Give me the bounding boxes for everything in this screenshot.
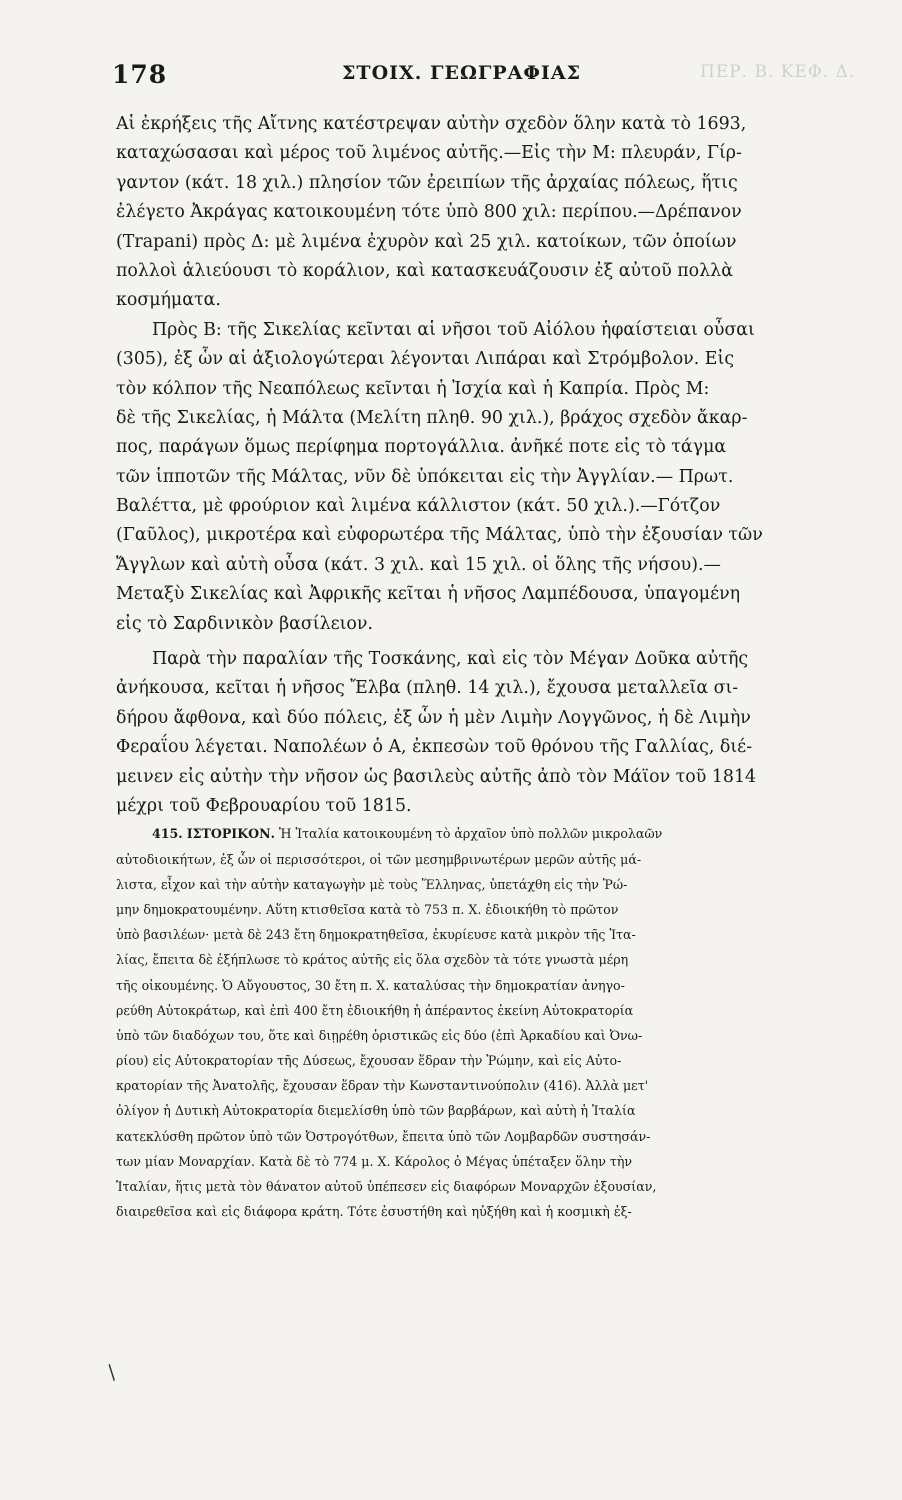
text-line: ἀνήκουσα, κεῖται ἡ νῆσος Ἔλβα (πληθ. 14 χιλ.), ἔχουσα μεταλλεῖα σι- bbox=[116, 678, 739, 699]
text-line: διαιρεθεῖσα καὶ εἰς διάφορα κράτη. Τότε ἐσυστήθη καὶ ηὐξήθη καὶ ἡ κοσμικὴ ἐξ- bbox=[116, 1204, 632, 1220]
text-line: ὑπὸ βασιλέων· μετὰ δὲ 243 ἔτη δημοκρατηθεῖσα, ἐκυρίευσε κατὰ μικρὸν τῆς Ἰτα- bbox=[116, 927, 636, 943]
paragraph-3 bbox=[116, 645, 802, 821]
text-line: κρατορίαν τῆς Ἀνατολῆς, ἔχουσαν ἕδραν τὴν Κωνσταντινούπολιν (416). Ἀλλὰ μετ' bbox=[116, 1078, 649, 1094]
text-line: γαντον (κάτ. 18 χιλ.) πλησίον τῶν ἐρειπίων τῆς ἀρχαίας πόλεως, ἥτις bbox=[116, 172, 738, 193]
text-line: λιστα, εἶχον καὶ τὴν αὐτὴν καταγωγὴν μὲ τοὺς Ἕλληνας, ὑπετάχθη εἰς τὴν Ῥώ- bbox=[116, 876, 628, 892]
text-line: ὑπὸ τῶν διαδόχων του, ὅτε καὶ διῃρέθη ὁριστικῶς εἰς δύο (ἐπὶ Ἀρκαδίου καὶ Ὀνω- bbox=[116, 1027, 643, 1043]
page-header bbox=[112, 60, 802, 94]
text-line: ὀλίγον ἡ Δυτικὴ Αὐτοκρατορία διεμελίσθη ὑπὸ τῶν βαρβάρων, καὶ αὐτὴ ἡ Ἰταλία bbox=[116, 1103, 636, 1119]
body-text bbox=[116, 110, 802, 1224]
text-line: Αἱ ἐκρήξεις τῆς Αἴτνης κατέστρεψαν αὐτὴν σχεδὸν ὅλην κατὰ τὸ 1693, bbox=[116, 114, 747, 134]
text-line: κοσμήματα. bbox=[116, 290, 221, 311]
text-line: Πρὸς Β: τῆς Σικελίας κεῖνται αἱ νῆσοι τοῦ Αἰόλου ἡφαίστειαι οὖσαι bbox=[152, 319, 755, 340]
text-line: ἐλέγετο Ἀκράγας κατοικουμένη τότε ὑπὸ 800 χιλ: περίπου.—Δρέπανον bbox=[116, 202, 742, 223]
text-line: κατεκλύσθη πρῶτον ὑπὸ τῶν Ὀστρογότθων, ἔπειτα ὑπὸ τῶν Λομβαρδῶν συστησάν- bbox=[116, 1128, 651, 1144]
section-first-text: Ἡ Ἰταλία κατοικουμένη τὸ ἀρχαῖον ὑπὸ πολλῶν μικρολαῶν bbox=[279, 826, 663, 842]
history-section bbox=[116, 821, 802, 1224]
section-number: 415. bbox=[152, 826, 183, 842]
text-line: Παρὰ τὴν παραλίαν τῆς Τοσκάνης, καὶ εἰς τὸν Μέγαν Δοῦκα αὐτῆς bbox=[152, 649, 749, 670]
page-number: 178 bbox=[112, 60, 168, 89]
text-line: μην δημοκρατουμένην. Αὕτη κτισθεῖσα κατὰ τὸ 753 π. Χ. ἐδιοικήθη τὸ πρῶτον bbox=[116, 901, 619, 917]
text-line: (305), ἐξ ὧν αἱ ἀξιολογώτεραι λέγονται Λιπάραι καὶ Στρόμβολον. Εἰς bbox=[116, 349, 735, 370]
text-line: ρίου) εἰς Αὐτοκρατορίαν τῆς Δύσεως, ἔχουσαν ἕδραν τὴν Ῥώμην, καὶ εἰς Αὐτο- bbox=[116, 1053, 622, 1069]
text-line: δὲ τῆς Σικελίας, ἡ Μάλτα (Μελίτη πληθ. 90 χιλ.), βράχος σχεδὸν ἄκαρ- bbox=[116, 407, 748, 428]
text-line: Φεραΐου λέγεται. Ναπολέων ὁ Α, ἐκπεσὼν τοῦ θρόνου τῆς Γαλλίας, διέ- bbox=[116, 737, 753, 758]
text-line: τῆς οἰκουμένης. Ὁ Αὔγουστος, 30 ἔτη π. Χ. καταλύσας τὴν δημοκρατίαν ἀνηγο- bbox=[116, 977, 625, 993]
text-line: δήρου ἄφθονα, καὶ δύο πόλεις, ἐξ ὧν ἡ μὲν Λιμὴν Λογγῶνος, ἡ δὲ Λιμὴν bbox=[116, 707, 751, 728]
stray-pen-mark: / bbox=[101, 1360, 122, 1384]
paragraph-2 bbox=[116, 316, 802, 639]
text-line: εἰς τὸ Σαρδινικὸν βασίλειον. bbox=[116, 613, 374, 634]
text-line: Μεταξὺ Σικελίας καὶ Ἀφρικῆς κεῖται ἡ νῆσος Λαμπέδουσα, ὑπαγομένη bbox=[116, 584, 741, 605]
text-line: Ἄγγλων καὶ αὐτὴ οὖσα (κάτ. 3 χιλ. καὶ 15 χιλ. οἱ ὅλης τῆς νήσου).— bbox=[116, 554, 721, 575]
text-line: τὸν κόλπον τῆς Νεαπόλεως κεῖνται ἡ Ἰσχία καὶ ἡ Καπρία. Πρὸς Μ: bbox=[116, 378, 710, 399]
text-line: Βαλέττα, μὲ φρούριον καὶ λιμένα κάλλιστον (κάτ. 50 χιλ.).—Γότζον bbox=[116, 496, 721, 517]
text-line: μέχρι τοῦ Φεβρουαρίου τοῦ 1815. bbox=[116, 795, 412, 816]
text-line: μεινεν εἰς αὐτὴν τὴν νῆσον ὡς βασιλεὺς αὐτῆς ἀπὸ τὸν Μάϊον τοῦ 1814 bbox=[116, 766, 757, 787]
text-line: πολλοὶ ἁλιεύουσι τὸ κοράλιον, καὶ κατασκευάζουσιν ἐξ αὐτοῦ πολλὰ bbox=[116, 260, 733, 281]
text-line: αὐτοδιοικήτων, ἐξ ὧν οἱ περισσότεροι, οἱ τῶν μεσημβρινωτέρων μερῶν αὐτῆς μά- bbox=[116, 851, 642, 867]
text-line: τῶν ἱπποτῶν τῆς Μάλτας, νῦν δὲ ὑπόκειται εἰς τὴν Ἀγγλίαν.— Πρωτ. bbox=[116, 466, 734, 487]
section-title: ΙΣΤΟΡΙΚΟΝ. bbox=[186, 826, 276, 842]
text-line: (Γαῦλος), μικροτέρα καὶ εὐφορωτέρα τῆς Μάλτας, ὑπὸ τὴν ἐξουσίαν τῶν bbox=[116, 525, 763, 546]
text-line: πος, παράγων ὅμως περίφημα πορτογάλλια. ἀνῆκέ ποτε εἰς τὸ τάγμα bbox=[116, 437, 727, 458]
running-title: ΣΤΟΙΧ. ΓΕΩΓΡΑΦΙΑΣ bbox=[342, 62, 581, 84]
text-line: ρεύθη Αὐτοκράτωρ, καὶ ἐπὶ 400 ἔτη ἐδιοικήθη ἡ ἀπέραντος ἐκείνη Αὐτοκρατορία bbox=[116, 1002, 634, 1018]
bleed-through-text: ΠΕΡ. Β. ΚΕΦ. Δ. bbox=[700, 62, 856, 82]
text-line: των μίαν Μοναρχίαν. Κατὰ δὲ τὸ 774 μ. Χ. Κάρολος ὁ Μέγας ὑπέταξεν ὅλην τὴν bbox=[116, 1153, 633, 1169]
section-heading-line bbox=[116, 821, 802, 846]
text-line: καταχώσασαι καὶ μέρος τοῦ λιμένος αὐτῆς.—Εἰς τὴν Μ: πλευράν, Γίρ- bbox=[116, 143, 742, 164]
text-line: Ἰταλίαν, ἥτις μετὰ τὸν θάνατον αὐτοῦ ὑπέπεσεν εἰς διαφόρων Μοναρχῶν ἐξουσίαν, bbox=[116, 1179, 657, 1194]
text-line: (Trapani) πρὸς Δ: μὲ λιμένα ἐχυρὸν καὶ 25 χιλ. κατοίκων, τῶν ὁποίων bbox=[116, 231, 737, 252]
text-line: λίας, ἔπειτα δὲ ἐξήπλωσε τὸ κράτος αὐτῆς εἰς ὅλα σχεδὸν τὰ τότε γνωστὰ μέρη bbox=[116, 952, 629, 968]
paragraph-1 bbox=[116, 110, 802, 316]
